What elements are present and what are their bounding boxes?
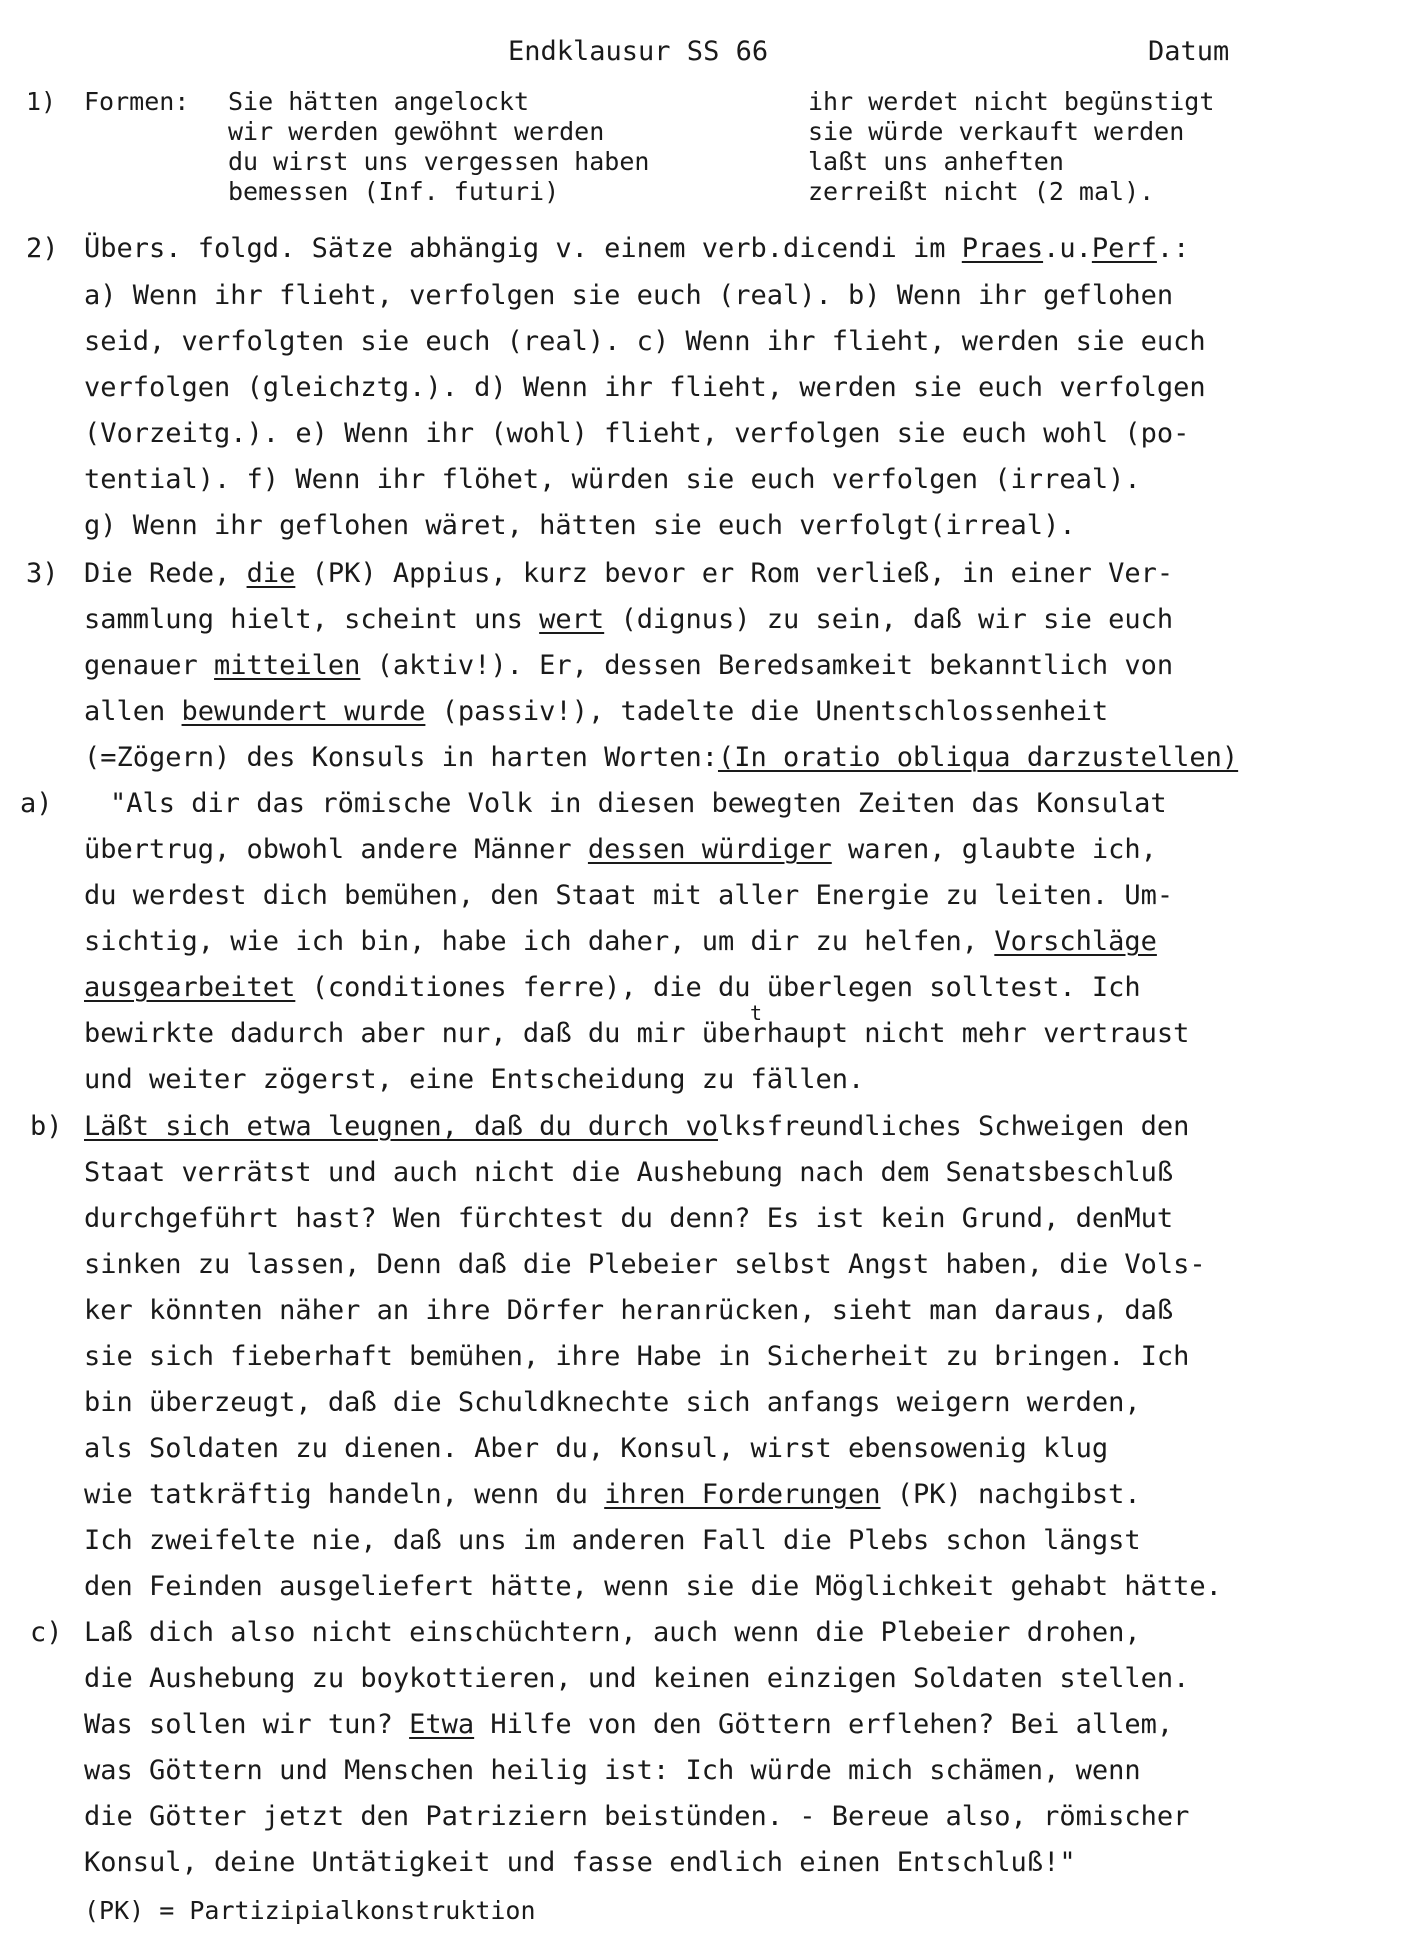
text-line — [84, 606, 1173, 633]
text-run: genauer — [84, 650, 215, 681]
text-line — [84, 652, 1173, 679]
underlined-term: ihren Forderungen — [604, 1479, 881, 1510]
text-run: (aktiv!). Er, dessen Beredsamkeit bekanntlich von — [360, 650, 1174, 681]
text-run: .u. — [1043, 233, 1092, 264]
footnote: (PK) = Partizipialkonstruktion — [84, 1896, 536, 1925]
form-item: zerreißt nicht (2 mal). — [808, 177, 1155, 206]
form-item: bemessen (Inf. futuri) — [228, 177, 560, 206]
text-run: Hilfe von den Göttern erflehen? Bei allem, — [474, 1709, 1174, 1740]
text-line — [84, 744, 1238, 771]
underlined-term: ausgearbeitet — [84, 972, 296, 1003]
underlined-term: mitteilen — [214, 650, 361, 681]
sentence-line: g) Wenn ihr geflohen wäret, hätten sie euch verfolgt(irreal). — [84, 510, 1076, 541]
text-run: sammlung hielt, scheint uns — [84, 604, 540, 635]
text-run: wie tatkräftig handeln, wenn du — [84, 1479, 605, 1510]
task-instruction — [84, 235, 1189, 262]
part-label: c) — [30, 1617, 63, 1648]
text-line: die Götter jetzt den Patriziern beistünden. - Bereue also, römischer — [84, 1801, 1190, 1832]
text-run: .: — [1156, 233, 1190, 264]
text-run: (=Zögern) des Konsuls in harten Worten: — [84, 742, 718, 773]
form-item: wir werden gewöhnt werden — [228, 117, 605, 146]
underlined-term: dessen würdiger — [587, 834, 832, 865]
form-item: du wirst uns vergessen haben — [228, 147, 650, 176]
underlined-instruction: (In oratio obliqua darzustellen) — [717, 742, 1239, 773]
underlined-term: Vorschläge — [994, 926, 1157, 957]
part-label: b) — [30, 1111, 63, 1142]
handwritten-insertion: t — [750, 1001, 763, 1025]
text-line: durchgeführt hast? Wen fürchtest du denn? Es ist kein Grund, denMut — [84, 1203, 1174, 1234]
underlined-term: Praes — [961, 233, 1044, 264]
text-line: Konsul, deine Untätigkeit und fasse endlich einen Entschluß!" — [84, 1847, 1076, 1878]
form-item: laßt uns anheften — [808, 147, 1064, 176]
text-line: was Göttern und Menschen heilig ist: Ich würde mich schämen, wenn — [84, 1755, 1141, 1786]
form-item: ihr werdet nicht begünstigt — [808, 87, 1215, 116]
text-run: sichtig, wie ich bin, habe ich daher, um dir zu helfen, — [84, 926, 995, 957]
underlined-term: Etwa — [409, 1709, 475, 1740]
text-line: sinken zu lassen, Denn daß die Plebeier selbst Angst haben, die Vols- — [84, 1249, 1206, 1280]
task-number: 2) — [26, 233, 59, 264]
text-line: bewirkte dadurch aber nur, daß du mir überhaupt nicht mehr vertraust — [84, 1018, 1190, 1049]
text-line — [84, 836, 1157, 863]
text-line — [84, 974, 1141, 1001]
sentence-line: a) Wenn ihr flieht, verfolgen sie euch (real). b) Wenn ihr geflohen — [84, 280, 1174, 311]
text-line: du werdest dich bemühen, den Staat mit aller Energie zu leiten. Um- — [84, 880, 1174, 911]
underlined-term: Perf — [1091, 233, 1157, 264]
sentence-line: (Vorzeitg.). e) Wenn ihr (wohl) flieht, verfolgen sie euch wohl (po- — [84, 418, 1190, 449]
text-line — [84, 928, 1157, 955]
text-run: Die Rede, — [84, 558, 247, 589]
text-line: bin überzeugt, daß die Schuldknechte sich anfangs weigern werden, — [84, 1387, 1141, 1418]
text-line — [84, 698, 1108, 725]
task-number: 3) — [26, 558, 59, 589]
text-line — [84, 1711, 1173, 1738]
text-line: als Soldaten zu dienen. Aber du, Konsul, wirst ebensowenig klug — [84, 1433, 1109, 1464]
task-number: 1) — [26, 87, 57, 116]
text-run: lksfreundliches Schweigen den — [717, 1111, 1190, 1142]
text-line: die Aushebung zu boykottieren, und keinen einzigen Soldaten stellen. — [84, 1663, 1190, 1694]
text-run: (PK) nachgibst. — [880, 1479, 1141, 1510]
text-line — [84, 1113, 1189, 1140]
underlined-term: die — [246, 558, 296, 589]
part-label: a) — [20, 788, 53, 819]
sentence-line: verfolgen (gleichztg.). d) Wenn ihr flieht, werden sie euch verfolgen — [84, 372, 1206, 403]
form-item: sie würde verkauft werden — [808, 117, 1185, 146]
underlined-term: Läßt sich etwa leugnen, daß du durch vo — [84, 1111, 718, 1142]
text-run: waren, glaubte ich, — [831, 834, 1157, 865]
text-line — [84, 1481, 1141, 1508]
text-run: (dignus) zu sein, daß wir sie euch — [604, 604, 1174, 635]
text-run: allen — [84, 696, 182, 727]
sentence-line: seid, verfolgten sie euch (real). c) Wenn ihr flieht, werden sie euch — [84, 326, 1206, 357]
text-line: Laß dich also nicht einschüchtern, auch wenn die Plebeier drohen, — [84, 1617, 1141, 1648]
text-line: Staat verrätst und auch nicht die Aushebung nach dem Senatsbeschluß — [84, 1157, 1174, 1188]
underlined-term: bewundert wurde — [181, 696, 426, 727]
text-line: den Feinden ausgeliefert hätte, wenn sie die Möglichkeit gehabt hätte. — [84, 1571, 1222, 1602]
forms-label: Formen: — [84, 87, 190, 116]
text-run: (PK) Appius, kurz bevor er Rom verließ, in einer Ver- — [295, 558, 1174, 589]
underlined-term: wert — [539, 604, 605, 635]
text-line: sie sich fieberhaft bemühen, ihre Habe in Sicherheit zu bringen. Ich — [84, 1341, 1190, 1372]
form-item: Sie hätten angelockt — [228, 87, 530, 116]
text-line: "Als dir das römische Volk in diesen bewegten Zeiten das Konsulat — [110, 788, 1167, 819]
text-run: Was sollen wir tun? — [84, 1709, 410, 1740]
exam-title: Endklausur SS 66 — [508, 36, 769, 67]
text-run: übertrug, obwohl andere Männer — [84, 834, 588, 865]
text-line: ker könnten näher an ihre Dörfer heranrücken, sieht man daraus, daß — [84, 1295, 1174, 1326]
text-line: und weiter zögerst, eine Entscheidung zu fällen. — [84, 1064, 865, 1095]
date-label: Datum — [1148, 36, 1230, 67]
text-run: Übers. folgd. Sätze abhängig v. einem verb.dicendi im — [84, 233, 962, 264]
sentence-line: tential). f) Wenn ihr flöhet, würden sie euch verfolgen (irreal). — [84, 464, 1141, 495]
text-line — [84, 560, 1173, 587]
text-run: (conditiones ferre), die du überlegen solltest. Ich — [295, 972, 1141, 1003]
text-line: Ich zweifelte nie, daß uns im anderen Fall die Plebs schon längst — [84, 1525, 1141, 1556]
text-run: (passiv!), tadelte die Unentschlossenheit — [425, 696, 1109, 727]
